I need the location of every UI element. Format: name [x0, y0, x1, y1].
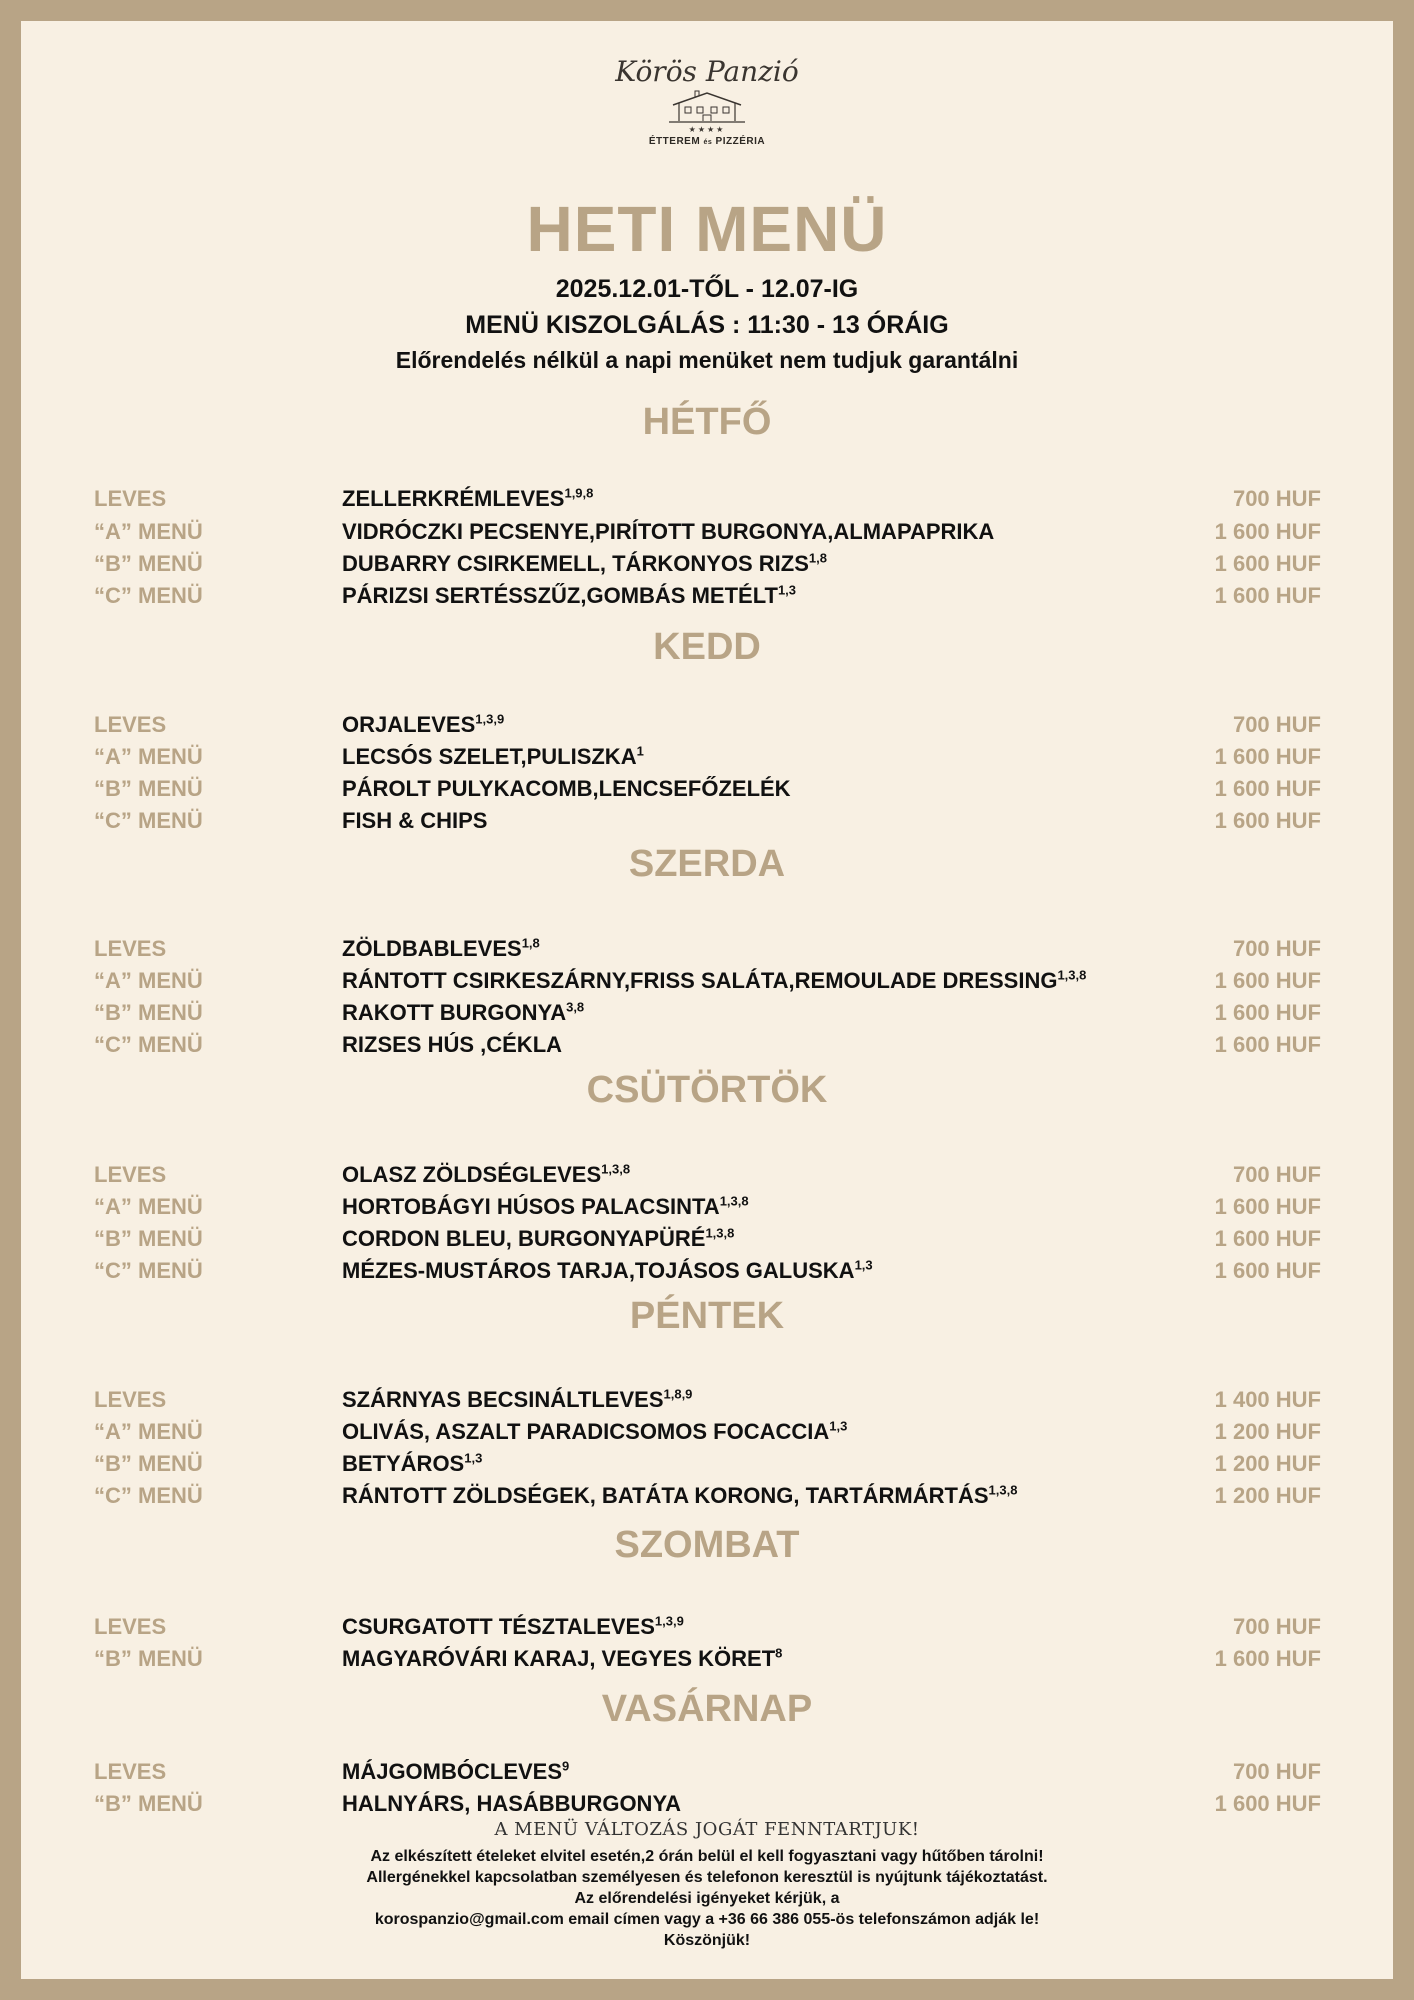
menu-row — [21, 1643, 1393, 1675]
allergen-codes: 1,3 — [777, 582, 797, 598]
price: 1 600 HUF — [1214, 968, 1321, 993]
menu-row — [21, 1788, 1393, 1820]
allergen-codes: 1,8,9 — [663, 1386, 693, 1402]
dish-text: ORJALEVES — [342, 712, 476, 737]
dish-text: LECSÓS SZELET,PULISZKA — [342, 744, 637, 769]
dish-name — [342, 805, 487, 837]
day-heading: VASÁRNAP — [601, 1688, 813, 1730]
allergen-codes: 1,3,9 — [654, 1613, 684, 1629]
dish-name — [342, 997, 584, 1029]
menu-label: “B” MENÜ — [94, 1226, 203, 1251]
menu-row — [21, 709, 1393, 741]
menu-row — [21, 805, 1393, 837]
menu-label: “B” MENÜ — [94, 1000, 203, 1025]
menu-row — [21, 933, 1393, 965]
allergen-codes: 1,3 — [829, 1418, 848, 1434]
menu-row — [21, 1611, 1393, 1643]
menu-label: “A” MENÜ — [94, 519, 203, 544]
dish-text: MÁJGOMBÓCLEVES — [342, 1759, 563, 1784]
price: 1 600 HUF — [1214, 551, 1321, 576]
dish-name — [342, 741, 644, 773]
brand-subtitle-left: ÉTTEREM — [648, 136, 701, 147]
footer-line: Allergénekkel kapcsolatban személyesen és telefonon keresztül is nyújtunk tájékoztatást. — [366, 1869, 1048, 1886]
dish-text: MAGYARÓVÁRI KARAJ, VEGYES KÖRET — [342, 1646, 776, 1671]
dish-name — [342, 1191, 749, 1223]
menu-label: “B” MENÜ — [94, 1451, 203, 1476]
disclaimer: A MENÜ VÁLTOZÁS JOGÁT FENNTARTJUK! — [494, 1819, 920, 1840]
menu-label: “A” MENÜ — [94, 968, 203, 993]
footer-line: Az előrendelési igényeket kérjük, a — [574, 1890, 840, 1907]
dish-name — [342, 483, 593, 515]
price: 700 HUF — [1232, 486, 1321, 511]
dish-text: RÁNTOTT CSIRKESZÁRNY,FRISS SALÁTA,REMOULADE DRESSING — [342, 968, 1058, 993]
price: 1 600 HUF — [1214, 1000, 1321, 1025]
allergen-codes: 1,3,8 — [719, 1193, 749, 1209]
dish-name — [342, 548, 827, 580]
dish-name — [342, 1788, 681, 1820]
brand-subtitle-right: PIZZÉRIA — [715, 136, 766, 147]
day-heading: KEDD — [653, 626, 761, 668]
dish-name — [342, 773, 791, 805]
dish-text: SZÁRNYAS BECSINÁLTLEVES — [342, 1387, 664, 1412]
price: 1 200 HUF — [1214, 1483, 1321, 1508]
menu-label: “C” MENÜ — [94, 1483, 203, 1508]
menu-label: LEVES — [94, 1387, 167, 1412]
menu-label: LEVES — [94, 1162, 167, 1187]
dish-name — [342, 709, 504, 741]
price: 1 600 HUF — [1214, 1258, 1321, 1283]
price: 1 600 HUF — [1214, 744, 1321, 769]
allergen-codes: 1 — [636, 743, 644, 759]
dish-text: PÁROLT PULYKACOMB,LENCSEFŐZELÉK — [342, 776, 791, 801]
dish-text: OLIVÁS, ASZALT PARADICSOMOS FOCACCIA — [342, 1419, 830, 1444]
dish-name — [342, 1384, 692, 1416]
footer-line: korospanzio@gmail.com email címen vagy a +36 66 386 055-ös telefonszámon adják le! — [374, 1911, 1040, 1928]
menu-row — [21, 1416, 1393, 1448]
menu-row — [21, 580, 1393, 612]
menu-row — [21, 483, 1393, 515]
dish-name — [342, 1448, 482, 1480]
menu-label: “C” MENÜ — [94, 1032, 203, 1057]
day-heading: CSÜTÖRTÖK — [586, 1069, 828, 1111]
menu-label: LEVES — [94, 486, 167, 511]
price: 700 HUF — [1232, 1614, 1321, 1639]
menu-row — [21, 548, 1393, 580]
preorder-notice: Előrendelés nélkül a napi menüket nem tudjuk garantálni — [395, 347, 1019, 373]
price: 1 600 HUF — [1214, 1646, 1321, 1671]
rating-stars: ★★★★ — [688, 125, 726, 134]
allergen-codes: 1,3 — [464, 1450, 483, 1466]
allergen-codes: 1,3 — [854, 1257, 873, 1273]
date-range: 2025.12.01-TŐL - 12.07-IG — [555, 275, 859, 303]
dish-text: ZELLERKRÉMLEVES — [342, 486, 565, 511]
dish-name — [342, 1643, 782, 1675]
menu-label: LEVES — [94, 1614, 167, 1639]
menu-label: “B” MENÜ — [94, 1791, 203, 1816]
dish-name — [342, 1255, 873, 1287]
menu-label: LEVES — [94, 712, 167, 737]
menu-row — [21, 997, 1393, 1029]
allergen-codes: 8 — [775, 1645, 783, 1661]
menu-label: “A” MENÜ — [94, 744, 203, 769]
dish-text: HORTOBÁGYI HÚSOS PALACSINTA — [342, 1194, 720, 1219]
price: 700 HUF — [1232, 712, 1321, 737]
building-icon — [667, 89, 747, 125]
dish-name — [342, 1611, 684, 1643]
dish-name — [342, 1159, 630, 1191]
menu-row — [21, 741, 1393, 773]
allergen-codes: 3,8 — [566, 999, 585, 1015]
dish-name — [342, 1029, 562, 1061]
dish-text: DUBARRY CSIRKEMELL, TÁRKONYOS RIZS — [342, 551, 809, 576]
dish-name — [342, 1756, 569, 1788]
brand-subtitle-mid: és — [703, 139, 713, 146]
dish-name — [342, 1223, 734, 1255]
price: 700 HUF — [1232, 1759, 1321, 1784]
footer-line: Köszönjük! — [663, 1932, 751, 1949]
menu-row — [21, 1029, 1393, 1061]
day-heading: SZOMBAT — [614, 1524, 800, 1566]
menu-row — [21, 773, 1393, 805]
menu-row — [21, 1223, 1393, 1255]
dish-text: OLASZ ZÖLDSÉGLEVES — [342, 1162, 602, 1187]
footer-line: Az elkészített ételeket elvitel esetén,2 órán belül el kell fogyasztani vagy hűtőben tárolni! — [370, 1848, 1044, 1865]
dish-text: CORDON BLEU, BURGONYAPÜRÉ — [342, 1226, 706, 1251]
menu-label: LEVES — [94, 936, 167, 961]
menu-row — [21, 965, 1393, 997]
menu-label: “A” MENÜ — [94, 1419, 203, 1444]
menu-page — [21, 21, 1393, 1979]
price: 700 HUF — [1232, 936, 1321, 961]
dish-text: CSURGATOTT TÉSZTALEVES — [342, 1614, 655, 1639]
menu-label: “B” MENÜ — [94, 1646, 203, 1671]
price: 1 200 HUF — [1214, 1419, 1321, 1444]
menu-row — [21, 1255, 1393, 1287]
menu-label: “C” MENÜ — [94, 583, 203, 608]
brand-name: Körös Panzió — [615, 55, 799, 88]
dish-name — [342, 516, 994, 548]
menu-row — [21, 1191, 1393, 1223]
price: 1 600 HUF — [1214, 808, 1321, 833]
allergen-codes: 1,3,8 — [601, 1161, 631, 1177]
allergen-codes: 1,3,8 — [705, 1225, 735, 1241]
dish-name — [342, 965, 1086, 997]
price: 1 600 HUF — [1214, 1791, 1321, 1816]
dish-text: MÉZES-MUSTÁROS TARJA,TOJÁSOS GALUSKA — [342, 1258, 855, 1283]
menu-label: “C” MENÜ — [94, 1258, 203, 1283]
day-heading: PÉNTEK — [629, 1295, 785, 1337]
allergen-codes: 1,3,8 — [988, 1482, 1018, 1498]
menu-row — [21, 516, 1393, 548]
price: 1 600 HUF — [1214, 583, 1321, 608]
allergen-codes: 1,8 — [521, 935, 540, 951]
dish-name — [342, 1480, 1017, 1512]
price: 1 600 HUF — [1214, 1226, 1321, 1251]
allergen-codes: 1,3,9 — [475, 711, 505, 727]
menu-row — [21, 1384, 1393, 1416]
dish-name — [342, 1416, 847, 1448]
price: 1 600 HUF — [1214, 519, 1321, 544]
menu-label: “B” MENÜ — [94, 776, 203, 801]
dish-text: HALNYÁRS, HASÁBBURGONYA — [342, 1791, 681, 1816]
allergen-codes: 1,8 — [808, 550, 827, 566]
price: 1 600 HUF — [1214, 1194, 1321, 1219]
dish-text: PÁRIZSI SERTÉSSZŰZ,GOMBÁS METÉLT — [342, 583, 778, 608]
menu-row — [21, 1756, 1393, 1788]
dish-name — [342, 933, 540, 965]
dish-name — [342, 580, 796, 612]
menu-label: “B” MENÜ — [94, 551, 203, 576]
dish-text: VIDRÓCZKI PECSENYE,PIRÍTOTT BURGONYA,ALMAPAPRIKA — [342, 519, 995, 544]
page-title: HETI MENÜ — [526, 193, 888, 265]
menu-label: “C” MENÜ — [94, 808, 203, 833]
menu-row — [21, 1448, 1393, 1480]
price: 1 200 HUF — [1214, 1451, 1321, 1476]
dish-text: RIZSES HÚS ,CÉKLA — [342, 1032, 563, 1057]
price: 1 400 HUF — [1214, 1387, 1321, 1412]
brand-subtitle — [21, 135, 1393, 150]
service-time: MENÜ KISZOLGÁLÁS : 11:30 - 13 ÓRÁIG — [465, 311, 949, 339]
logo — [21, 55, 1393, 150]
day-heading: SZERDA — [628, 843, 786, 885]
menu-label: “A” MENÜ — [94, 1194, 203, 1219]
dish-text: RÁNTOTT ZÖLDSÉGEK, BATÁTA KORONG, TARTÁRMÁRTÁS — [342, 1483, 989, 1508]
menu-row — [21, 1480, 1393, 1512]
allergen-codes: 1,3,8 — [1057, 967, 1087, 983]
day-heading: HÉTFŐ — [642, 401, 772, 443]
dish-text: BETYÁROS — [342, 1451, 465, 1476]
price: 700 HUF — [1232, 1162, 1321, 1187]
allergen-codes: 1,9,8 — [564, 485, 594, 501]
dish-text: FISH & CHIPS — [342, 808, 488, 833]
price: 1 600 HUF — [1214, 776, 1321, 801]
dish-text: RAKOTT BURGONYA — [342, 1000, 567, 1025]
allergen-codes: 9 — [562, 1758, 570, 1774]
menu-row — [21, 1159, 1393, 1191]
dish-text: ZÖLDBABLEVES — [342, 936, 522, 961]
price: 1 600 HUF — [1214, 1032, 1321, 1057]
menu-label: LEVES — [94, 1759, 167, 1784]
